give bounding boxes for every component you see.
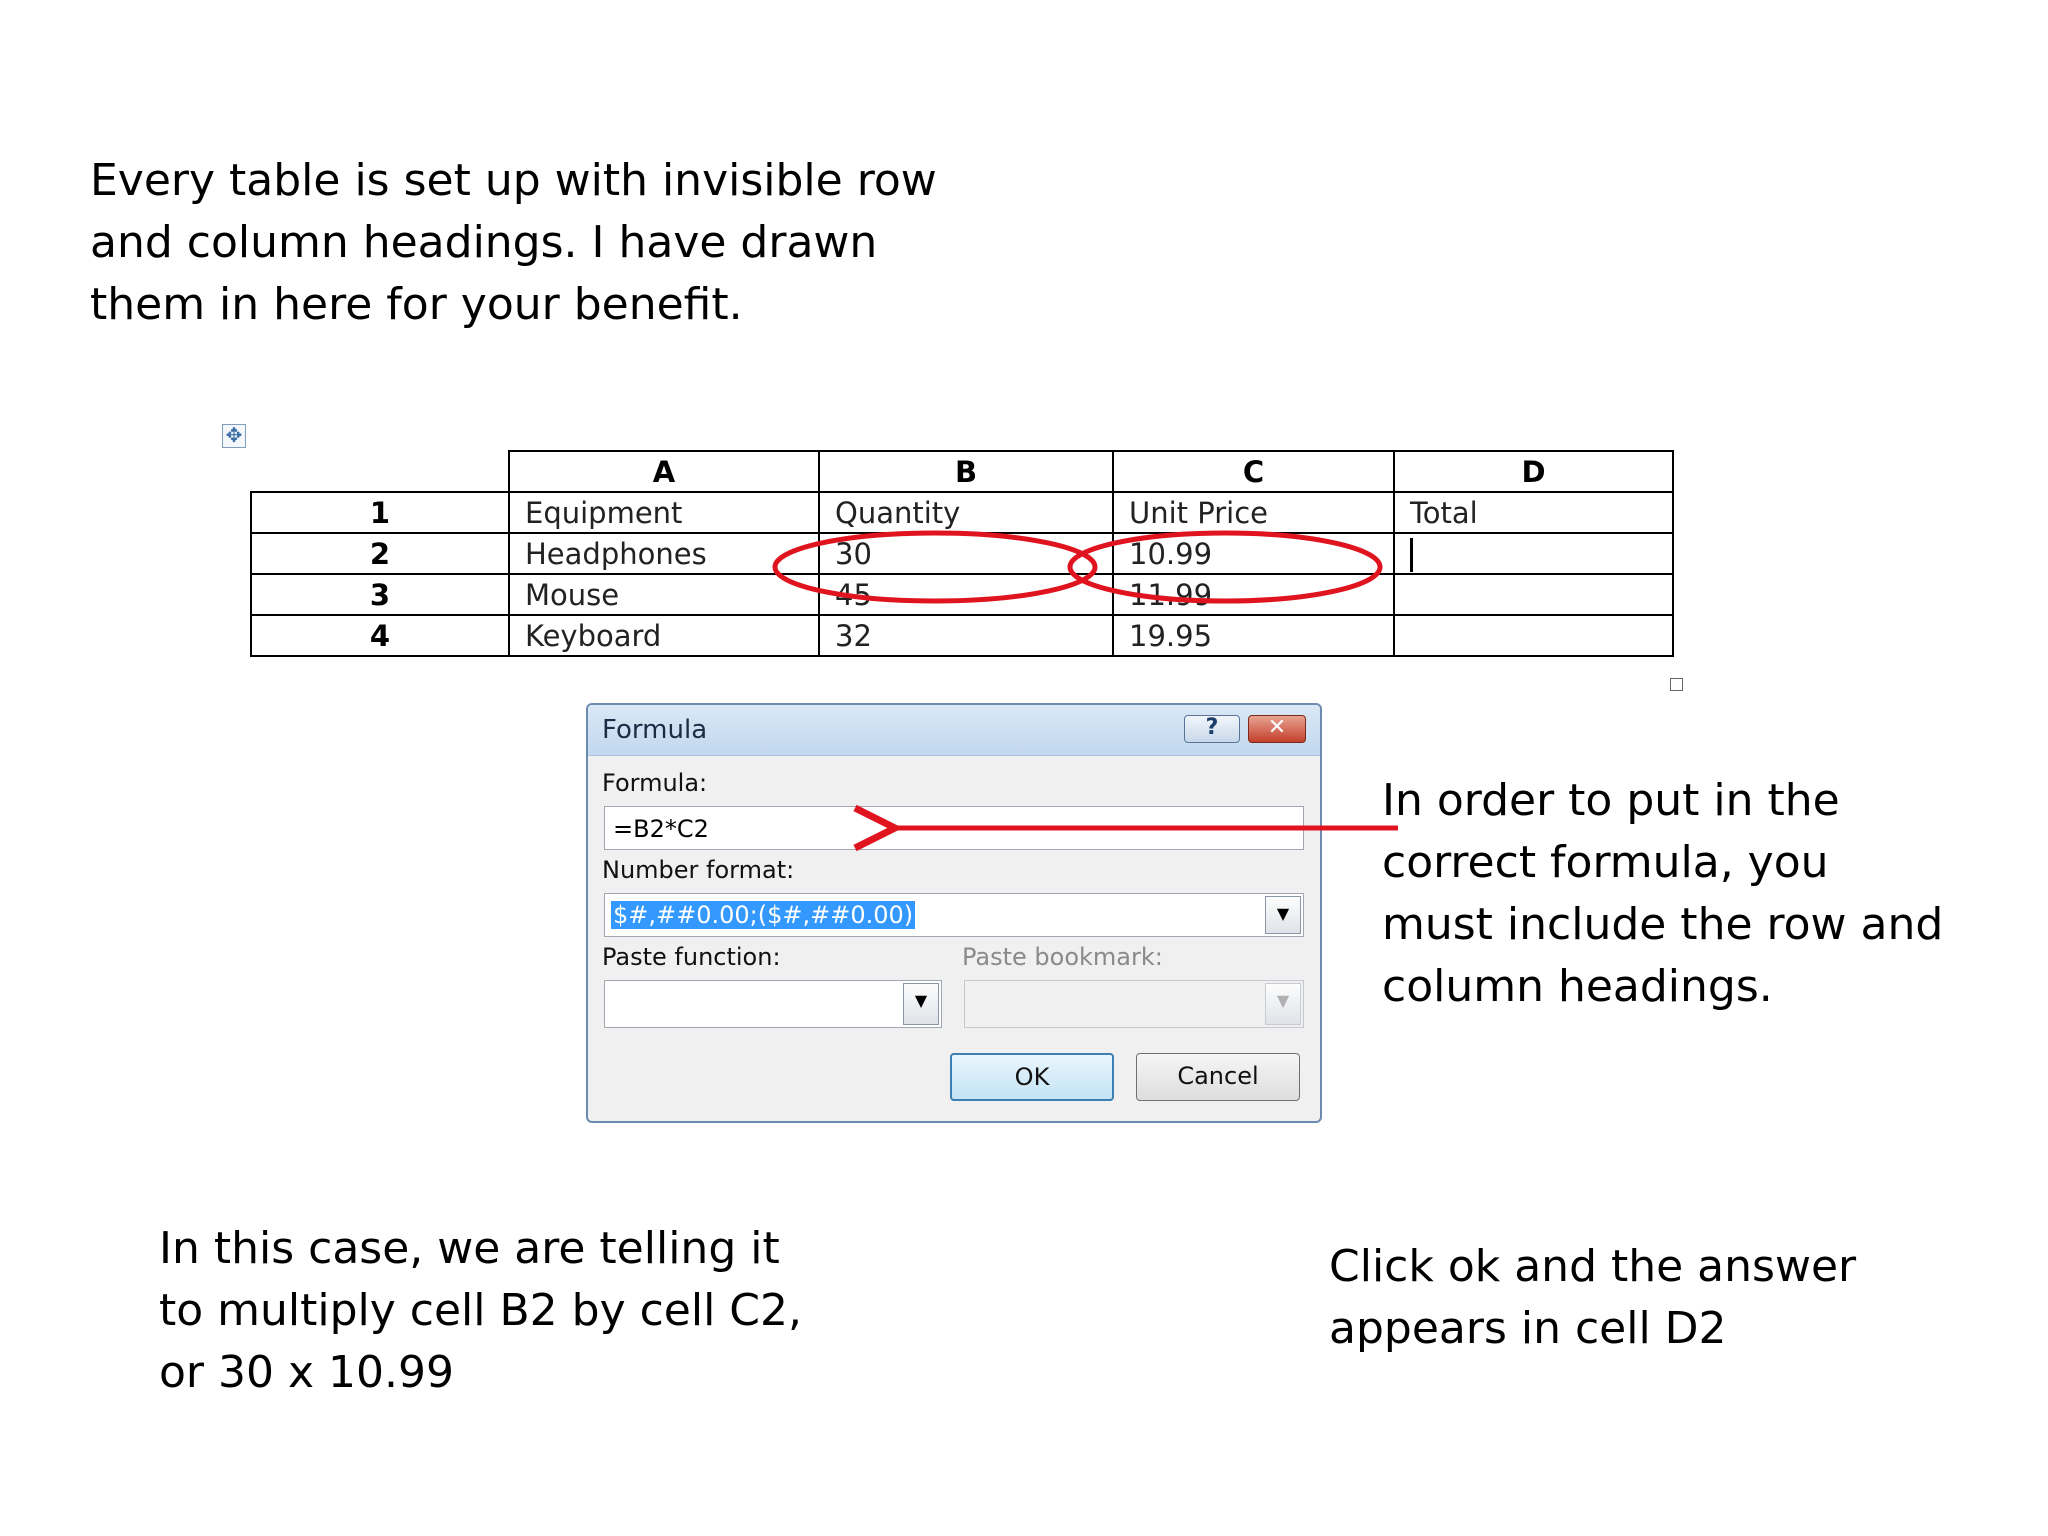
table-cell[interactable]: Mouse xyxy=(509,574,819,615)
formula-input[interactable] xyxy=(604,806,1304,850)
table-row xyxy=(251,533,1673,574)
row-header: 4 xyxy=(251,615,509,656)
number-format-select[interactable] xyxy=(604,893,1304,937)
table-cell[interactable]: Keyboard xyxy=(509,615,819,656)
table-cell[interactable]: Equipment xyxy=(509,492,819,533)
note-bottom-left-line: or 30 x 10.99 xyxy=(159,1347,454,1398)
formula-value: =B2*C2 xyxy=(613,815,709,843)
note-right-line: column headings. xyxy=(1382,961,1773,1012)
note-top-line: them in here for your benefit. xyxy=(90,279,743,330)
column-header: C xyxy=(1113,451,1394,492)
formula-label: Formula: xyxy=(602,769,708,797)
table-cell[interactable] xyxy=(1394,574,1673,615)
note-bottom-left-line: In this case, we are telling it xyxy=(159,1223,780,1274)
column-header: D xyxy=(1394,451,1673,492)
table-cell[interactable]: 30 xyxy=(819,533,1113,574)
row-header: 3 xyxy=(251,574,509,615)
note-top xyxy=(90,150,937,336)
table-move-handle-icon[interactable]: ✥ xyxy=(222,424,246,448)
table-row xyxy=(251,574,1673,615)
formula-dialog xyxy=(586,703,1322,1123)
chevron-down-icon[interactable]: ▼ xyxy=(903,983,939,1025)
dialog-titlebar[interactable] xyxy=(588,705,1320,756)
ok-button[interactable]: OK xyxy=(950,1053,1114,1101)
note-top-line: Every table is set up with invisible row xyxy=(90,155,937,206)
table-cell[interactable]: 11.99 xyxy=(1113,574,1394,615)
corner-cell xyxy=(251,451,509,492)
paste-bookmark-label: Paste bookmark: xyxy=(962,943,1163,971)
column-header: A xyxy=(509,451,819,492)
table-cell-d2[interactable] xyxy=(1394,533,1673,574)
cancel-button[interactable]: Cancel xyxy=(1136,1053,1300,1101)
row-header: 2 xyxy=(251,533,509,574)
table-cell[interactable]: 10.99 xyxy=(1113,533,1394,574)
note-right-line: must include the row and xyxy=(1382,899,1944,950)
paste-bookmark-select xyxy=(964,980,1304,1028)
table-cell[interactable]: 32 xyxy=(819,615,1113,656)
note-bottom-right-line: Click ok and the answer xyxy=(1329,1241,1857,1292)
column-header-row xyxy=(251,451,1673,492)
number-format-value xyxy=(611,901,915,929)
chevron-down-icon[interactable]: ▼ xyxy=(1265,896,1301,934)
text-cursor xyxy=(1410,538,1413,572)
note-bottom-right-line: appears in cell D2 xyxy=(1329,1303,1727,1354)
note-bottom-left-line: to multiply cell B2 by cell C2, xyxy=(159,1285,803,1336)
table-row xyxy=(251,615,1673,656)
dialog-title: Formula xyxy=(602,715,708,745)
row-header: 1 xyxy=(251,492,509,533)
note-right-line: In order to put in the xyxy=(1382,775,1840,826)
column-header: B xyxy=(819,451,1113,492)
note-right-line: correct formula, you xyxy=(1382,837,1829,888)
table-cell[interactable]: Quantity xyxy=(819,492,1113,533)
help-icon[interactable]: ? xyxy=(1184,715,1240,743)
note-top-line: and column headings. I have drawn xyxy=(90,217,878,268)
note-right xyxy=(1382,770,1943,1018)
table-row xyxy=(251,492,1673,533)
table-cell[interactable]: 45 xyxy=(819,574,1113,615)
number-format-label: Number format: xyxy=(602,856,795,884)
note-bottom-left xyxy=(159,1218,802,1404)
table-cell[interactable]: Total xyxy=(1394,492,1673,533)
table-cell[interactable]: Headphones xyxy=(509,533,819,574)
paste-function-label: Paste function: xyxy=(602,943,781,971)
number-format-selected-text: $#,##0.00;($#,##0.00) xyxy=(613,901,914,929)
table-resize-handle[interactable] xyxy=(1670,678,1683,691)
note-bottom-right xyxy=(1329,1236,1856,1360)
word-table xyxy=(250,450,1674,657)
close-icon[interactable]: ✕ xyxy=(1248,715,1306,743)
table-cell[interactable] xyxy=(1394,615,1673,656)
table-cell[interactable]: Unit Price xyxy=(1113,492,1394,533)
chevron-down-icon: ▼ xyxy=(1265,983,1301,1025)
table-cell[interactable]: 19.95 xyxy=(1113,615,1394,656)
paste-function-select[interactable] xyxy=(604,980,942,1028)
